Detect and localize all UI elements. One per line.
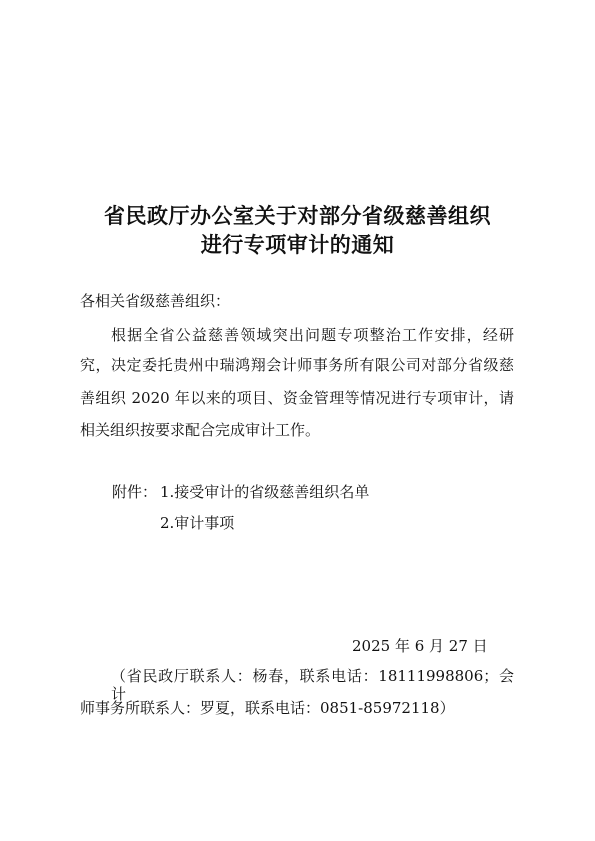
body-line-3: 善组织 2020 年以来的项目、资金管理等情况进行专项审计，请	[80, 389, 514, 407]
body-line-2: 究，决定委托贵州中瑞鸿翔会计师事务所有限公司对部分省级慈	[80, 356, 514, 374]
attachment-label: 附件：	[112, 483, 158, 501]
salutation: 各相关省级慈善组织：	[80, 292, 231, 310]
attachment-item-2: 2.审计事项	[160, 514, 235, 532]
body-line-1: 根据全省公益慈善领域突出问题专项整治工作安排，经研	[111, 326, 514, 344]
contact-line-2: 师事务所联系人：罗夏，联系电话：0851-85972118）	[80, 699, 455, 717]
attachment-item-1: 1.接受审计的省级慈善组织名单	[160, 483, 370, 501]
contact-line-1: （省民政厅联系人：杨春，联系电话：18111998806；会计	[111, 667, 514, 703]
document-date: 2025 年 6 月 27 日	[352, 637, 488, 655]
body-line-4: 相关组织按要求配合完成审计工作。	[80, 421, 321, 439]
document-title-line-1: 省民政厅办公室关于对部分省级慈善组织	[104, 203, 491, 228]
document-title-line-2: 进行专项审计的通知	[200, 232, 395, 257]
